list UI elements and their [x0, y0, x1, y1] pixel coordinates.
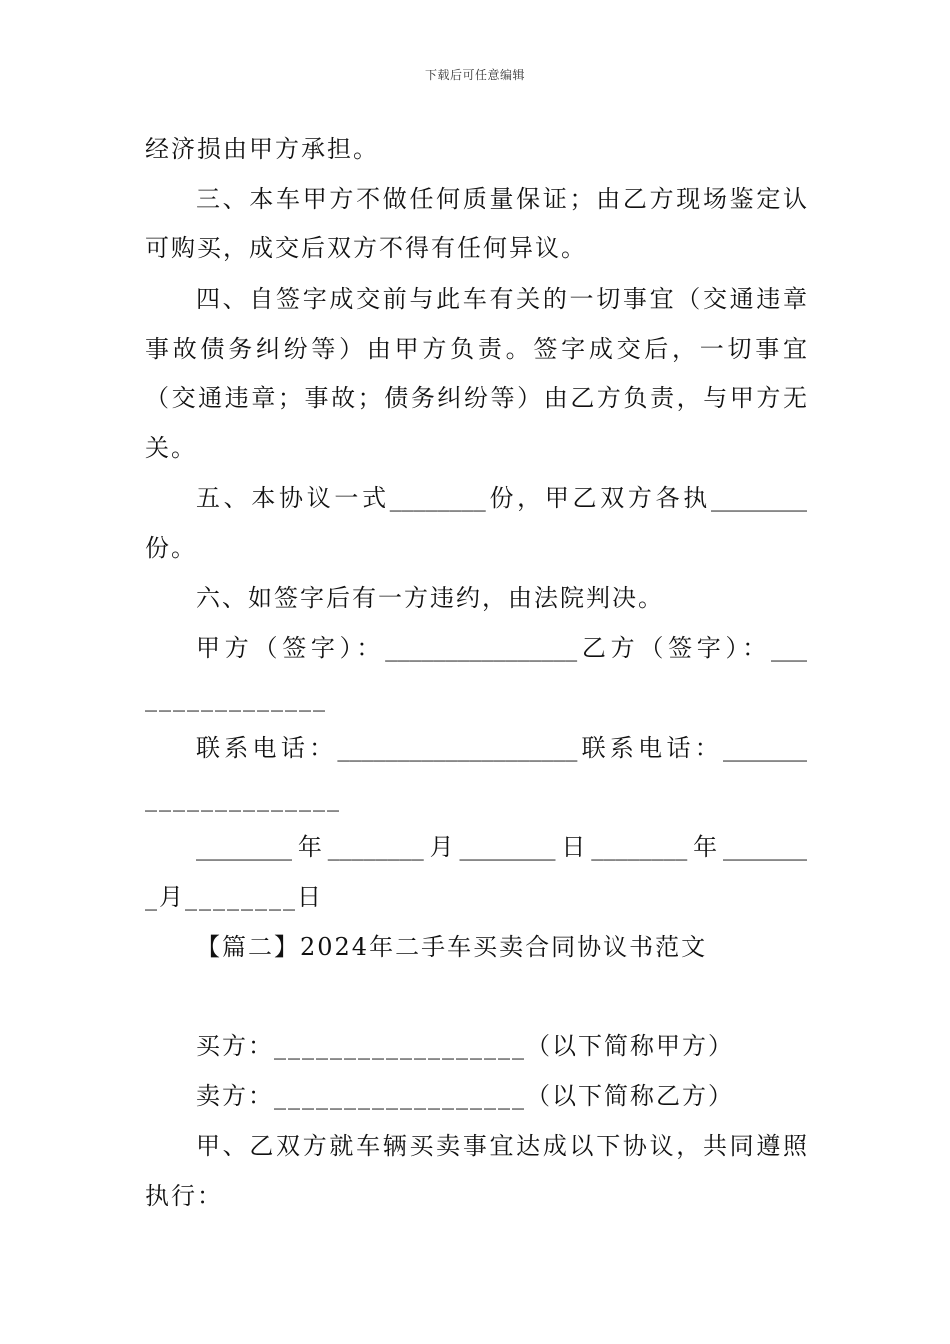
date-line: ________年________月________日________年_______: [196, 833, 807, 861]
phone-line: 联系电话：____________________联系电话：_______: [196, 734, 807, 762]
signature-line-cont: _____________: [145, 684, 327, 712]
clause-three-line: 三、本车甲方不做任何质量保证；由乙方现场鉴定认: [196, 185, 807, 213]
paragraph-line: （交通违章；事故；债务纠纷等）由乙方负责，与甲方无: [145, 384, 807, 412]
clause-four-line: 四、自签字成交前与此车有关的一切事宜（交通违章: [196, 285, 807, 313]
clause-six-line: 六、如签字后有一方违约，由法院判决。: [196, 584, 664, 612]
paragraph-line: 份。: [145, 534, 197, 562]
buyer-line: 买方：__________________（以下简称甲方）: [196, 1032, 734, 1060]
paragraph-line: 经济损由甲方承担。: [145, 135, 379, 163]
paragraph-line: 事故债务纠纷等）由甲方负责。签字成交后，一切事宜: [145, 335, 807, 363]
agreement-line: 甲、乙双方就车辆买卖事宜达成以下协议，共同遵照: [196, 1132, 807, 1160]
phone-line-cont: ______________: [145, 784, 341, 812]
date-line-cont: _月________日: [145, 883, 323, 911]
page-header: 下载后可任意编辑: [424, 68, 525, 82]
section-title: 【篇二】2024年二手车买卖合同协议书范文: [196, 933, 708, 961]
clause-five-line: 五、本协议一式________份，甲乙双方各执________: [196, 484, 807, 512]
signature-line: 甲方（签字）：________________乙方（签字）：___: [196, 634, 807, 662]
seller-line: 卖方：__________________（以下简称乙方）: [196, 1082, 734, 1110]
paragraph-line: 关。: [145, 434, 197, 462]
paragraph-line: 可购买，成交后双方不得有任何异议。: [145, 234, 587, 262]
agreement-line-cont: 执行：: [145, 1182, 223, 1210]
